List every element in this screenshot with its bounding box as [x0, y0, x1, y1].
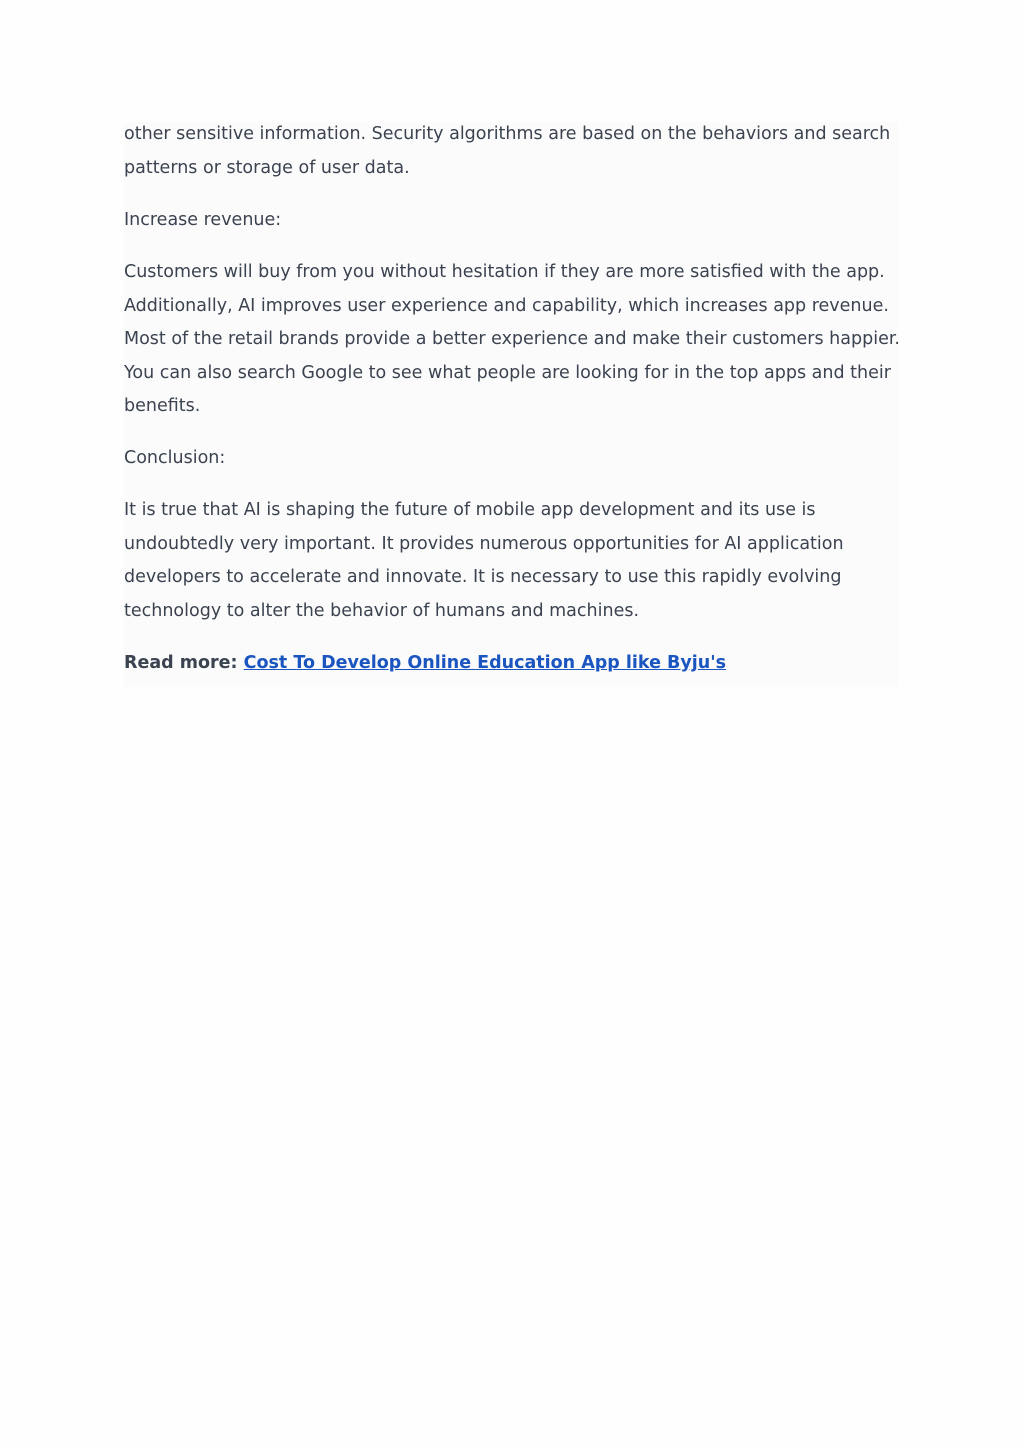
- paragraph-line: undoubtedly very important. It provides numerous opportunities for AI application: [124, 533, 844, 554]
- paragraph-revenue: [124, 256, 899, 424]
- read-more: [124, 647, 726, 681]
- paragraph-line: developers to accelerate and innovate. It is necessary to use this rapidly evolving: [124, 567, 842, 588]
- read-more-label: Read more:: [124, 653, 238, 673]
- paragraph-line: Additionally, AI improves user experience and capability, which increases app revenue.: [124, 295, 889, 316]
- paragraph-security: [124, 118, 899, 185]
- paragraph-line: Customers will buy from you without hesitation if they are more satisfied with the app.: [124, 262, 885, 282]
- heading-increase-revenue: Increase revenue:: [124, 210, 282, 230]
- paragraph-line: patterns or storage of user data.: [124, 157, 410, 178]
- paragraph-line: technology to alter the behavior of humans and machines.: [124, 600, 640, 621]
- paragraph-line: other sensitive information. Security algorithms are based on the behaviors and search: [124, 124, 891, 144]
- paragraph-line: It is true that AI is shaping the future of mobile app development and its use is: [124, 500, 816, 520]
- paragraph-conclusion: [124, 494, 899, 628]
- paragraph-line: benefits.: [124, 396, 201, 417]
- heading-conclusion: Conclusion:: [124, 448, 226, 468]
- read-more-link[interactable]: Cost To Develop Online Education App like Byju's: [243, 653, 727, 673]
- paragraph-line: You can also search Google to see what people are looking for in the top apps and their: [124, 362, 891, 383]
- paragraph-line: Most of the retail brands provide a better experience and make their customers happier.: [124, 329, 900, 350]
